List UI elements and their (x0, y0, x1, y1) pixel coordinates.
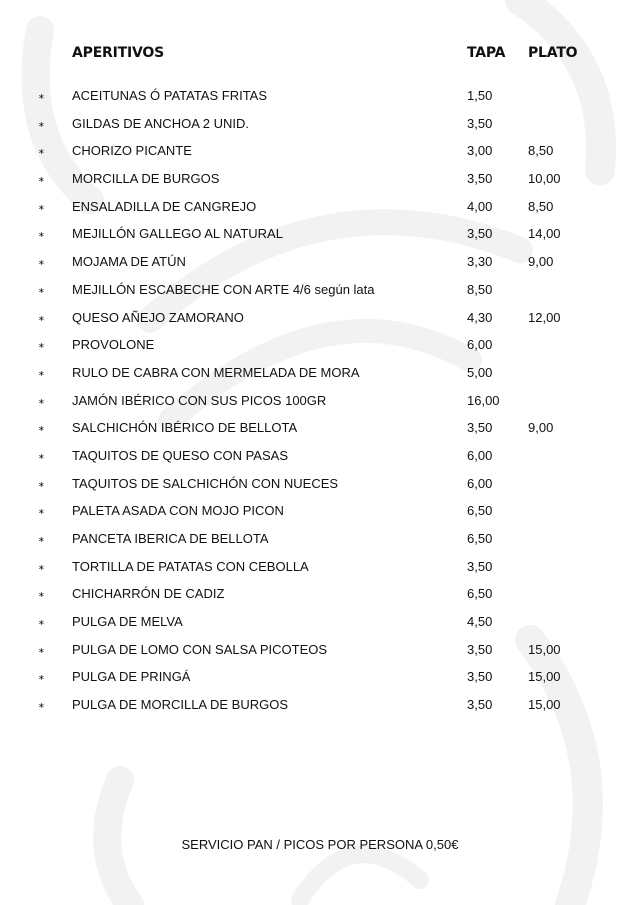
bread-service-note: SERVICIO PAN / PICOS POR PERSONA 0,50€ (181, 837, 459, 852)
menu-item (0, 472, 640, 500)
item-name: RULO DE CABRA CON MERMELADA DE MORA (72, 364, 360, 380)
menu-item (0, 416, 640, 444)
menu-item (0, 139, 640, 167)
item-tapa-price: 16,00 (467, 392, 500, 408)
item-tapa-price: 6,50 (467, 531, 493, 546)
menu-item (0, 665, 640, 693)
menu-item (0, 610, 640, 638)
bullet-icon: ∗ (38, 230, 45, 240)
bullet-icon: ∗ (38, 562, 45, 572)
bullet-icon: ∗ (38, 285, 45, 295)
item-plato-price: 14,00 (528, 226, 561, 242)
item-tapa-price: 4,30 (467, 309, 493, 325)
item-tapa-price: 3,50 (467, 669, 493, 685)
bullet-icon: ∗ (38, 645, 45, 655)
item-name: JAMÓN IBÉRICO CON SUS PICOS 100GR (72, 392, 327, 408)
item-plato-price: 10,00 (528, 171, 561, 187)
menu-item (0, 112, 640, 140)
item-name: PULGA DE MORCILLA DE BURGOS (72, 697, 289, 713)
menu-item (0, 693, 640, 721)
tapa-column-header: TAPA (467, 45, 506, 61)
bullet-icon: ∗ (38, 618, 45, 628)
item-tapa-price: 3,30 (467, 254, 493, 270)
item-name: PULGA DE LOMO CON SALSA PICOTEOS (72, 641, 328, 657)
bullet-icon: ∗ (38, 92, 45, 101)
plato-column-header: PLATO (528, 45, 578, 61)
bullet-icon: ∗ (38, 147, 45, 157)
menu-item-list (0, 84, 640, 721)
menu-item (0, 222, 640, 250)
item-plato-price: 8,50 (528, 143, 554, 159)
menu-item (0, 527, 640, 555)
menu-item (0, 638, 640, 666)
menu-item (0, 167, 640, 195)
item-name: GILDAS DE ANCHOA 2 UNID. (72, 115, 249, 131)
item-plato-price: 8,50 (528, 198, 554, 214)
item-tapa-price: 6,50 (467, 503, 493, 519)
item-name: TORTILLA DE PATATAS CON CEBOLLA (72, 558, 309, 574)
item-name: PALETA ASADA CON MOJO PICON (72, 503, 284, 519)
menu-item (0, 195, 640, 223)
item-plato-price: 12,00 (528, 309, 561, 325)
item-name: PULGA DE PRINGÁ (72, 669, 191, 685)
bullet-icon: ∗ (38, 507, 45, 517)
item-tapa-price: 3,50 (467, 641, 493, 657)
item-tapa-price: 6,00 (467, 337, 493, 353)
menu-item (0, 582, 640, 610)
item-name: PANCETA IBERICA DE BELLOTA (72, 531, 269, 546)
item-name: MEJILLÓN ESCABECHE CON ARTE 4/6 según lata (72, 281, 375, 297)
item-name: SALCHICHÓN IBÉRICO DE BELLOTA (72, 420, 298, 436)
bullet-icon: ∗ (38, 341, 45, 351)
item-tapa-price: 3,50 (467, 420, 493, 436)
item-name: TAQUITOS DE SALCHICHÓN CON NUECES (72, 475, 339, 491)
item-name: ACEITUNAS Ó PATATAS FRITAS (72, 88, 268, 103)
item-tapa-price: 3,50 (467, 558, 493, 574)
bullet-icon: ∗ (38, 673, 45, 683)
item-tapa-price: 8,50 (467, 281, 493, 297)
item-plato-price: 9,00 (528, 420, 554, 436)
bullet-icon: ∗ (38, 396, 45, 406)
item-name: QUESO AÑEJO ZAMORANO (72, 309, 244, 325)
menu-item (0, 389, 640, 417)
bullet-icon: ∗ (38, 368, 45, 378)
item-plato-price: 15,00 (528, 641, 561, 657)
bullet-icon: ∗ (38, 313, 45, 323)
menu-item (0, 250, 640, 278)
item-tapa-price: 5,00 (467, 364, 493, 380)
item-name: PULGA DE MELVA (72, 614, 183, 630)
menu-item (0, 555, 640, 583)
item-tapa-price: 3,50 (467, 171, 493, 187)
item-tapa-price: 6,50 (467, 586, 493, 602)
menu-header (0, 45, 640, 65)
section-title: APERITIVOS (72, 45, 164, 61)
bullet-icon: ∗ (38, 424, 45, 434)
item-tapa-price: 3,00 (467, 143, 493, 159)
menu-item (0, 306, 640, 334)
bullet-icon: ∗ (38, 701, 45, 711)
bullet-icon: ∗ (38, 590, 45, 600)
item-tapa-price: 4,00 (467, 198, 493, 214)
item-name: TAQUITOS DE QUESO CON PASAS (72, 447, 288, 463)
bullet-icon: ∗ (38, 119, 45, 129)
item-tapa-price: 1,50 (467, 88, 493, 103)
item-name: ENSALADILLA DE CANGREJO (72, 198, 257, 214)
bullet-icon: ∗ (38, 451, 45, 461)
menu-item (0, 499, 640, 527)
item-name: MORCILLA DE BURGOS (72, 171, 220, 187)
bullet-icon: ∗ (38, 202, 45, 212)
menu-item (0, 444, 640, 472)
item-tapa-price: 3,50 (467, 115, 493, 131)
bullet-icon: ∗ (38, 535, 45, 544)
item-plato-price: 15,00 (528, 669, 561, 685)
menu-item (0, 361, 640, 389)
item-plato-price: 15,00 (528, 697, 561, 713)
item-name: CHICHARRÓN DE CADIZ (72, 586, 225, 602)
bullet-icon: ∗ (38, 479, 45, 489)
bullet-icon: ∗ (38, 258, 45, 268)
item-name: PROVOLONE (72, 337, 155, 353)
item-name: CHORIZO PICANTE (72, 143, 192, 159)
item-name: MEJILLÓN GALLEGO AL NATURAL (72, 226, 283, 242)
item-tapa-price: 6,00 (467, 447, 493, 463)
menu-item (0, 84, 640, 112)
item-tapa-price: 6,00 (467, 475, 493, 491)
menu-item (0, 278, 640, 306)
bullet-icon: ∗ (38, 175, 45, 185)
item-tapa-price: 4,50 (467, 614, 493, 630)
item-name: MOJAMA DE ATÚN (72, 254, 186, 270)
item-plato-price: 9,00 (528, 254, 554, 270)
item-tapa-price: 3,50 (467, 697, 493, 713)
menu-item (0, 333, 640, 361)
item-tapa-price: 3,50 (467, 226, 493, 242)
